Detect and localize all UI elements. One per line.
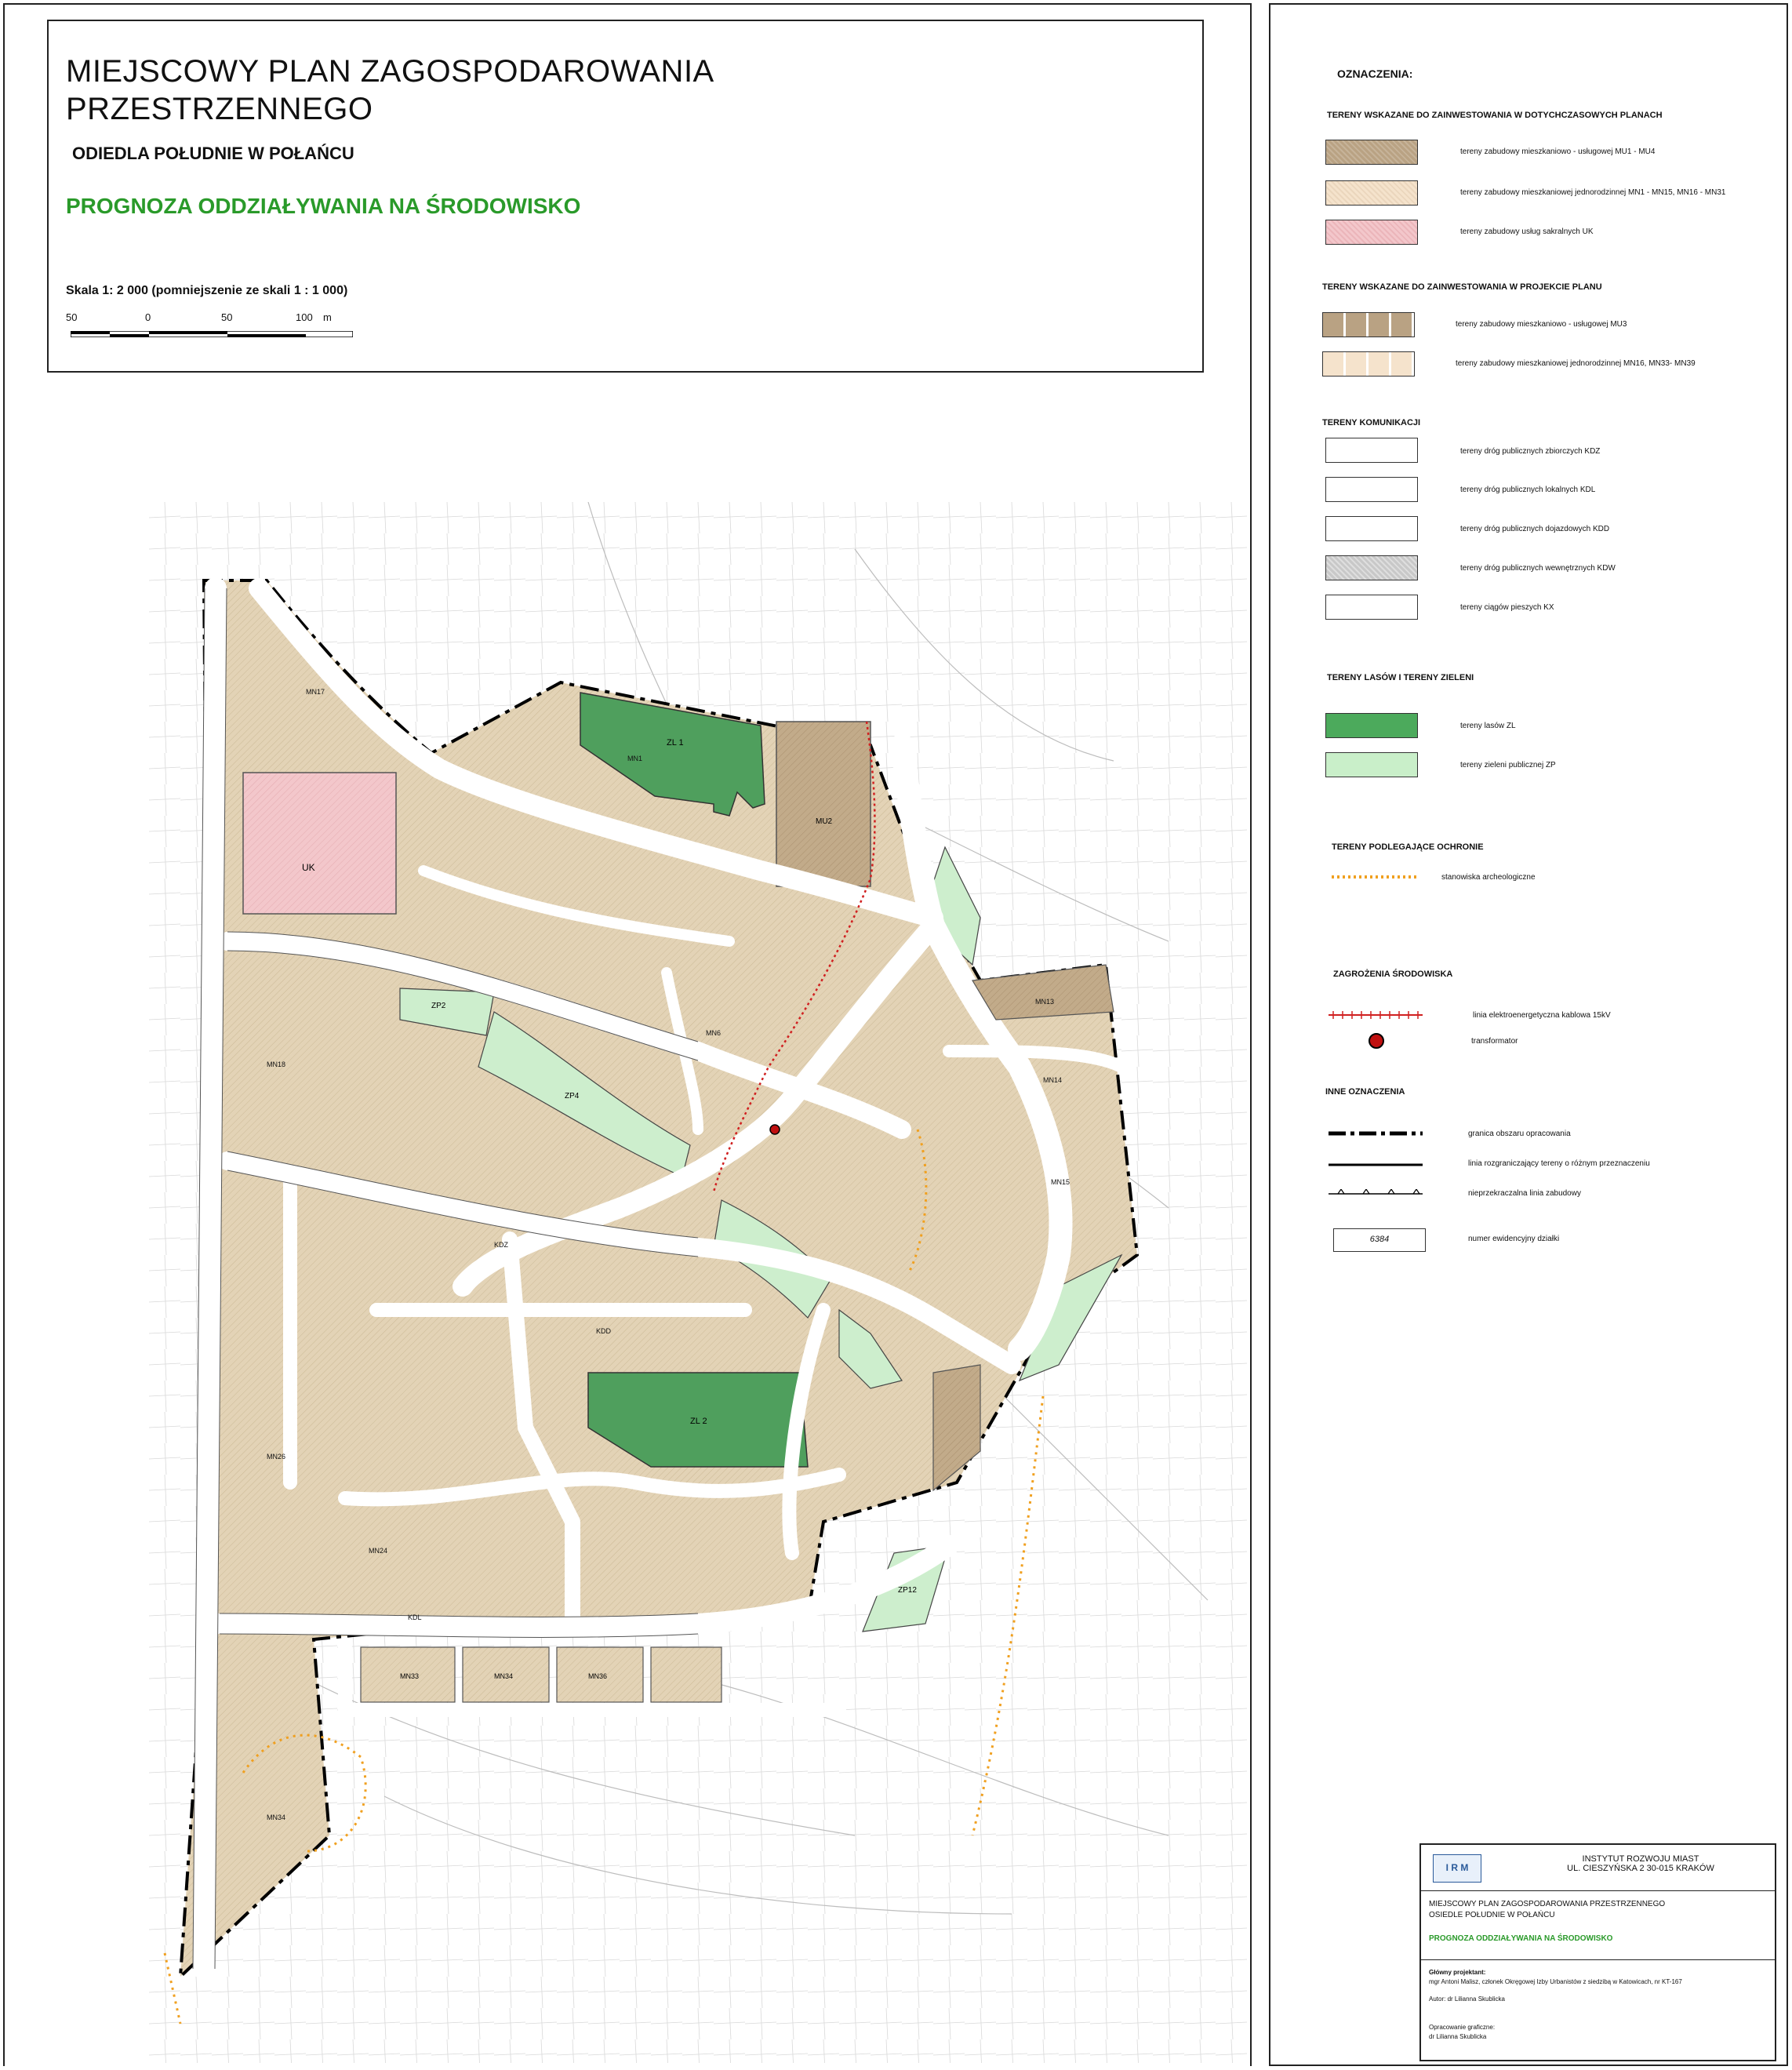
legend-section-green: TERENY LASÓW I TERENY ZIELENI bbox=[1327, 673, 1474, 682]
label-mn33: MN33 bbox=[400, 1672, 420, 1680]
zone-uk bbox=[243, 773, 396, 914]
irm-graphics-h: Opracowanie graficzne: bbox=[1429, 2024, 1496, 2031]
legend-section-existing: TERENY WSKAZANE DO ZAINWESTOWANIA W DOTYCHCZASOWYCH PLANACH bbox=[1327, 111, 1663, 120]
label-mn34-sw: MN34 bbox=[267, 1814, 286, 1821]
legend-section-new: TERENY WSKAZANE DO ZAINWESTOWANIA W PROJEKCIE PLANU bbox=[1322, 282, 1602, 292]
plan-subtitle: ODIEDLA POŁUDNIE W POŁAŃCU bbox=[72, 144, 354, 163]
label-mn13: MN13 bbox=[1035, 998, 1055, 1006]
irm-author: Autor: dr Lilianna Skublicka bbox=[1429, 1995, 1505, 2003]
label-mn36: MN36 bbox=[588, 1672, 608, 1680]
legend-zp: tereny zieleni publicznej ZP bbox=[1460, 761, 1556, 769]
institute-block bbox=[1419, 1843, 1776, 2061]
irm-designer: mgr Antoni Malisz, członek Okręgowej Izby Urbanistów z siedzibą w Katowicach, nr KT-167 bbox=[1429, 1978, 1682, 1985]
label-zl1: ZL 1 bbox=[667, 738, 684, 748]
legend-section-transport: TERENY KOMUNIKACJI bbox=[1322, 418, 1421, 427]
legend-kdl: tereny dróg publicznych lokalnych KDL bbox=[1460, 486, 1596, 494]
legend-panel bbox=[1269, 3, 1788, 2066]
transformer-legend-icon bbox=[1368, 1032, 1385, 1050]
map-svg bbox=[149, 502, 1247, 2063]
title-block bbox=[47, 20, 1204, 373]
legend-building-line: nieprzekraczalna linia zabudowy bbox=[1468, 1189, 1581, 1198]
legend-cable: linia elektroenergetyczna kablowa 15kV bbox=[1473, 1011, 1611, 1020]
swatch-mn bbox=[1325, 180, 1418, 206]
legend-uk: tereny zabudowy usług sakralnych UK bbox=[1460, 227, 1594, 236]
label-zl2: ZL 2 bbox=[690, 1417, 707, 1426]
legend-section-protection: TERENY PODLEGAJĄCE OCHRONIE bbox=[1332, 842, 1484, 852]
title-line-1: MIEJSCOWY PLAN ZAGOSPODAROWANIA bbox=[66, 54, 714, 89]
forecast-title: PROGNOZA ODDZIAŁYWANIA NA ŚRODOWISKO bbox=[66, 194, 581, 218]
institute-name bbox=[1515, 1854, 1766, 1873]
label-kdz: KDZ bbox=[494, 1241, 508, 1249]
plan-title bbox=[66, 53, 714, 128]
label-zp4: ZP4 bbox=[565, 1092, 580, 1100]
transformer-icon bbox=[770, 1125, 780, 1134]
scale-tick: 0 bbox=[145, 311, 151, 323]
swatch-uk bbox=[1325, 220, 1418, 245]
zone-mu2 bbox=[776, 722, 871, 886]
swatch-mu bbox=[1325, 140, 1418, 165]
legend-parcel: numer ewidencyjny działki bbox=[1468, 1235, 1560, 1243]
legend-mu-new: tereny zabudowy mieszkaniowo - usługowej MU3 bbox=[1456, 320, 1627, 329]
institute-name-1: INSTYTUT ROZWOJU MIAST bbox=[1582, 1854, 1699, 1864]
legend-kdz: tereny dróg publicznych zbiorczych KDZ bbox=[1460, 447, 1601, 456]
swatch-mu-new bbox=[1322, 312, 1415, 337]
legend-kdw: tereny dróg publicznych wewnętrznych KDW bbox=[1460, 564, 1616, 573]
title-line-2: PRZESTRZENNEGO bbox=[66, 92, 373, 126]
swatch-kdl bbox=[1325, 477, 1418, 502]
label-mn17: MN17 bbox=[306, 688, 325, 696]
zone-line-icon bbox=[1329, 1162, 1423, 1168]
legend-transformer: transformator bbox=[1471, 1037, 1518, 1046]
scale-text: Skala 1: 2 000 (pomniejszenie ze skali 1 : 1 000) bbox=[66, 284, 348, 297]
legend-archeo: stanowiska archeologiczne bbox=[1441, 873, 1536, 882]
legend-heading: OZNACZENIA: bbox=[1337, 67, 1413, 80]
parcel-sample: 6384 bbox=[1333, 1228, 1426, 1252]
legend-section-hazards: ZAGROŻENIA ŚRODOWISKA bbox=[1333, 970, 1453, 979]
irm-plan-2: OSIEDLE POŁUDNIE W POŁAŃCU bbox=[1429, 1911, 1555, 1919]
scale-tick: 100 bbox=[296, 311, 313, 323]
swatch-zp bbox=[1325, 752, 1418, 777]
label-zp12: ZP12 bbox=[898, 1586, 917, 1595]
label-mn15: MN15 bbox=[1051, 1178, 1070, 1186]
plan-map bbox=[149, 502, 1247, 2063]
legend-mu: tereny zabudowy mieszkaniowo - usługowej MU1 - MU4 bbox=[1460, 147, 1656, 156]
label-kdd: KDD bbox=[596, 1327, 612, 1335]
label-mn6: MN6 bbox=[706, 1029, 722, 1037]
building-line-icon bbox=[1329, 1189, 1423, 1199]
legend-mn-new: tereny zabudowy mieszkaniowej jednorodzinnej MN16, MN33- MN39 bbox=[1456, 359, 1696, 368]
label-mn18: MN18 bbox=[267, 1060, 286, 1068]
label-zp5: ZP5 bbox=[753, 1249, 768, 1257]
swatch-kdz bbox=[1325, 438, 1418, 463]
legend-mn: tereny zabudowy mieszkaniowej jednorodzinnej MN1 - MN15, MN16 - MN31 bbox=[1460, 188, 1726, 197]
legend-zl: tereny lasów ZL bbox=[1460, 722, 1516, 730]
legend-kx: tereny ciągów pieszych KX bbox=[1460, 603, 1554, 612]
irm-designer-h: Główny projektant: bbox=[1429, 1969, 1486, 1976]
label-mn34: MN34 bbox=[494, 1672, 514, 1680]
legend-kdd: tereny dróg publicznych dojazdowych KDD bbox=[1460, 525, 1610, 533]
label-mn24: MN24 bbox=[369, 1547, 388, 1555]
swatch-kx bbox=[1325, 595, 1418, 620]
irm-plan-3: PROGNOZA ODDZIAŁYWANIA NA ŚRODOWISKO bbox=[1429, 1934, 1613, 1943]
institute-header bbox=[1421, 1845, 1775, 1891]
scale-tick: m bbox=[323, 311, 332, 323]
swatch-mn-new bbox=[1322, 351, 1415, 377]
legend-zone-line: linia rozgraniczający tereny o różnym przeznaczeniu bbox=[1468, 1159, 1650, 1168]
institute-plan bbox=[1421, 1890, 1775, 1960]
boundary-icon bbox=[1329, 1130, 1423, 1137]
block-mn36 bbox=[651, 1647, 722, 1702]
label-uk: UK bbox=[302, 862, 315, 873]
swatch-kdw bbox=[1325, 555, 1418, 580]
swatch-zl bbox=[1325, 713, 1418, 738]
label-mn26: MN26 bbox=[267, 1453, 286, 1461]
label-mn1: MN1 bbox=[627, 755, 643, 762]
irm-plan-1: MIEJSCOWY PLAN ZAGOSPODAROWANIA PRZESTRZENNEGO bbox=[1429, 1900, 1666, 1908]
institute-address: UL. CIESZYŃSKA 2 30-015 KRAKÓW bbox=[1567, 1864, 1714, 1873]
scale-bar bbox=[71, 331, 353, 337]
cable-icon bbox=[1329, 1011, 1423, 1019]
label-zp2: ZP2 bbox=[431, 1002, 446, 1010]
archeo-icon bbox=[1332, 874, 1418, 880]
irm-logo: I R M bbox=[1433, 1854, 1481, 1883]
label-kdl: KDL bbox=[408, 1613, 422, 1621]
legend-section-other: INNE OZNACZENIA bbox=[1325, 1087, 1405, 1097]
road-west bbox=[204, 588, 216, 1969]
label-mn14: MN14 bbox=[1043, 1076, 1063, 1084]
legend-boundary: granica obszaru opracowania bbox=[1468, 1130, 1571, 1138]
scale-tick: 50 bbox=[66, 311, 78, 323]
label-mu2: MU2 bbox=[816, 817, 833, 826]
scale-tick: 50 bbox=[221, 311, 233, 323]
irm-graphics: dr Lilianna Skublicka bbox=[1429, 2033, 1487, 2040]
swatch-kdd bbox=[1325, 516, 1418, 541]
